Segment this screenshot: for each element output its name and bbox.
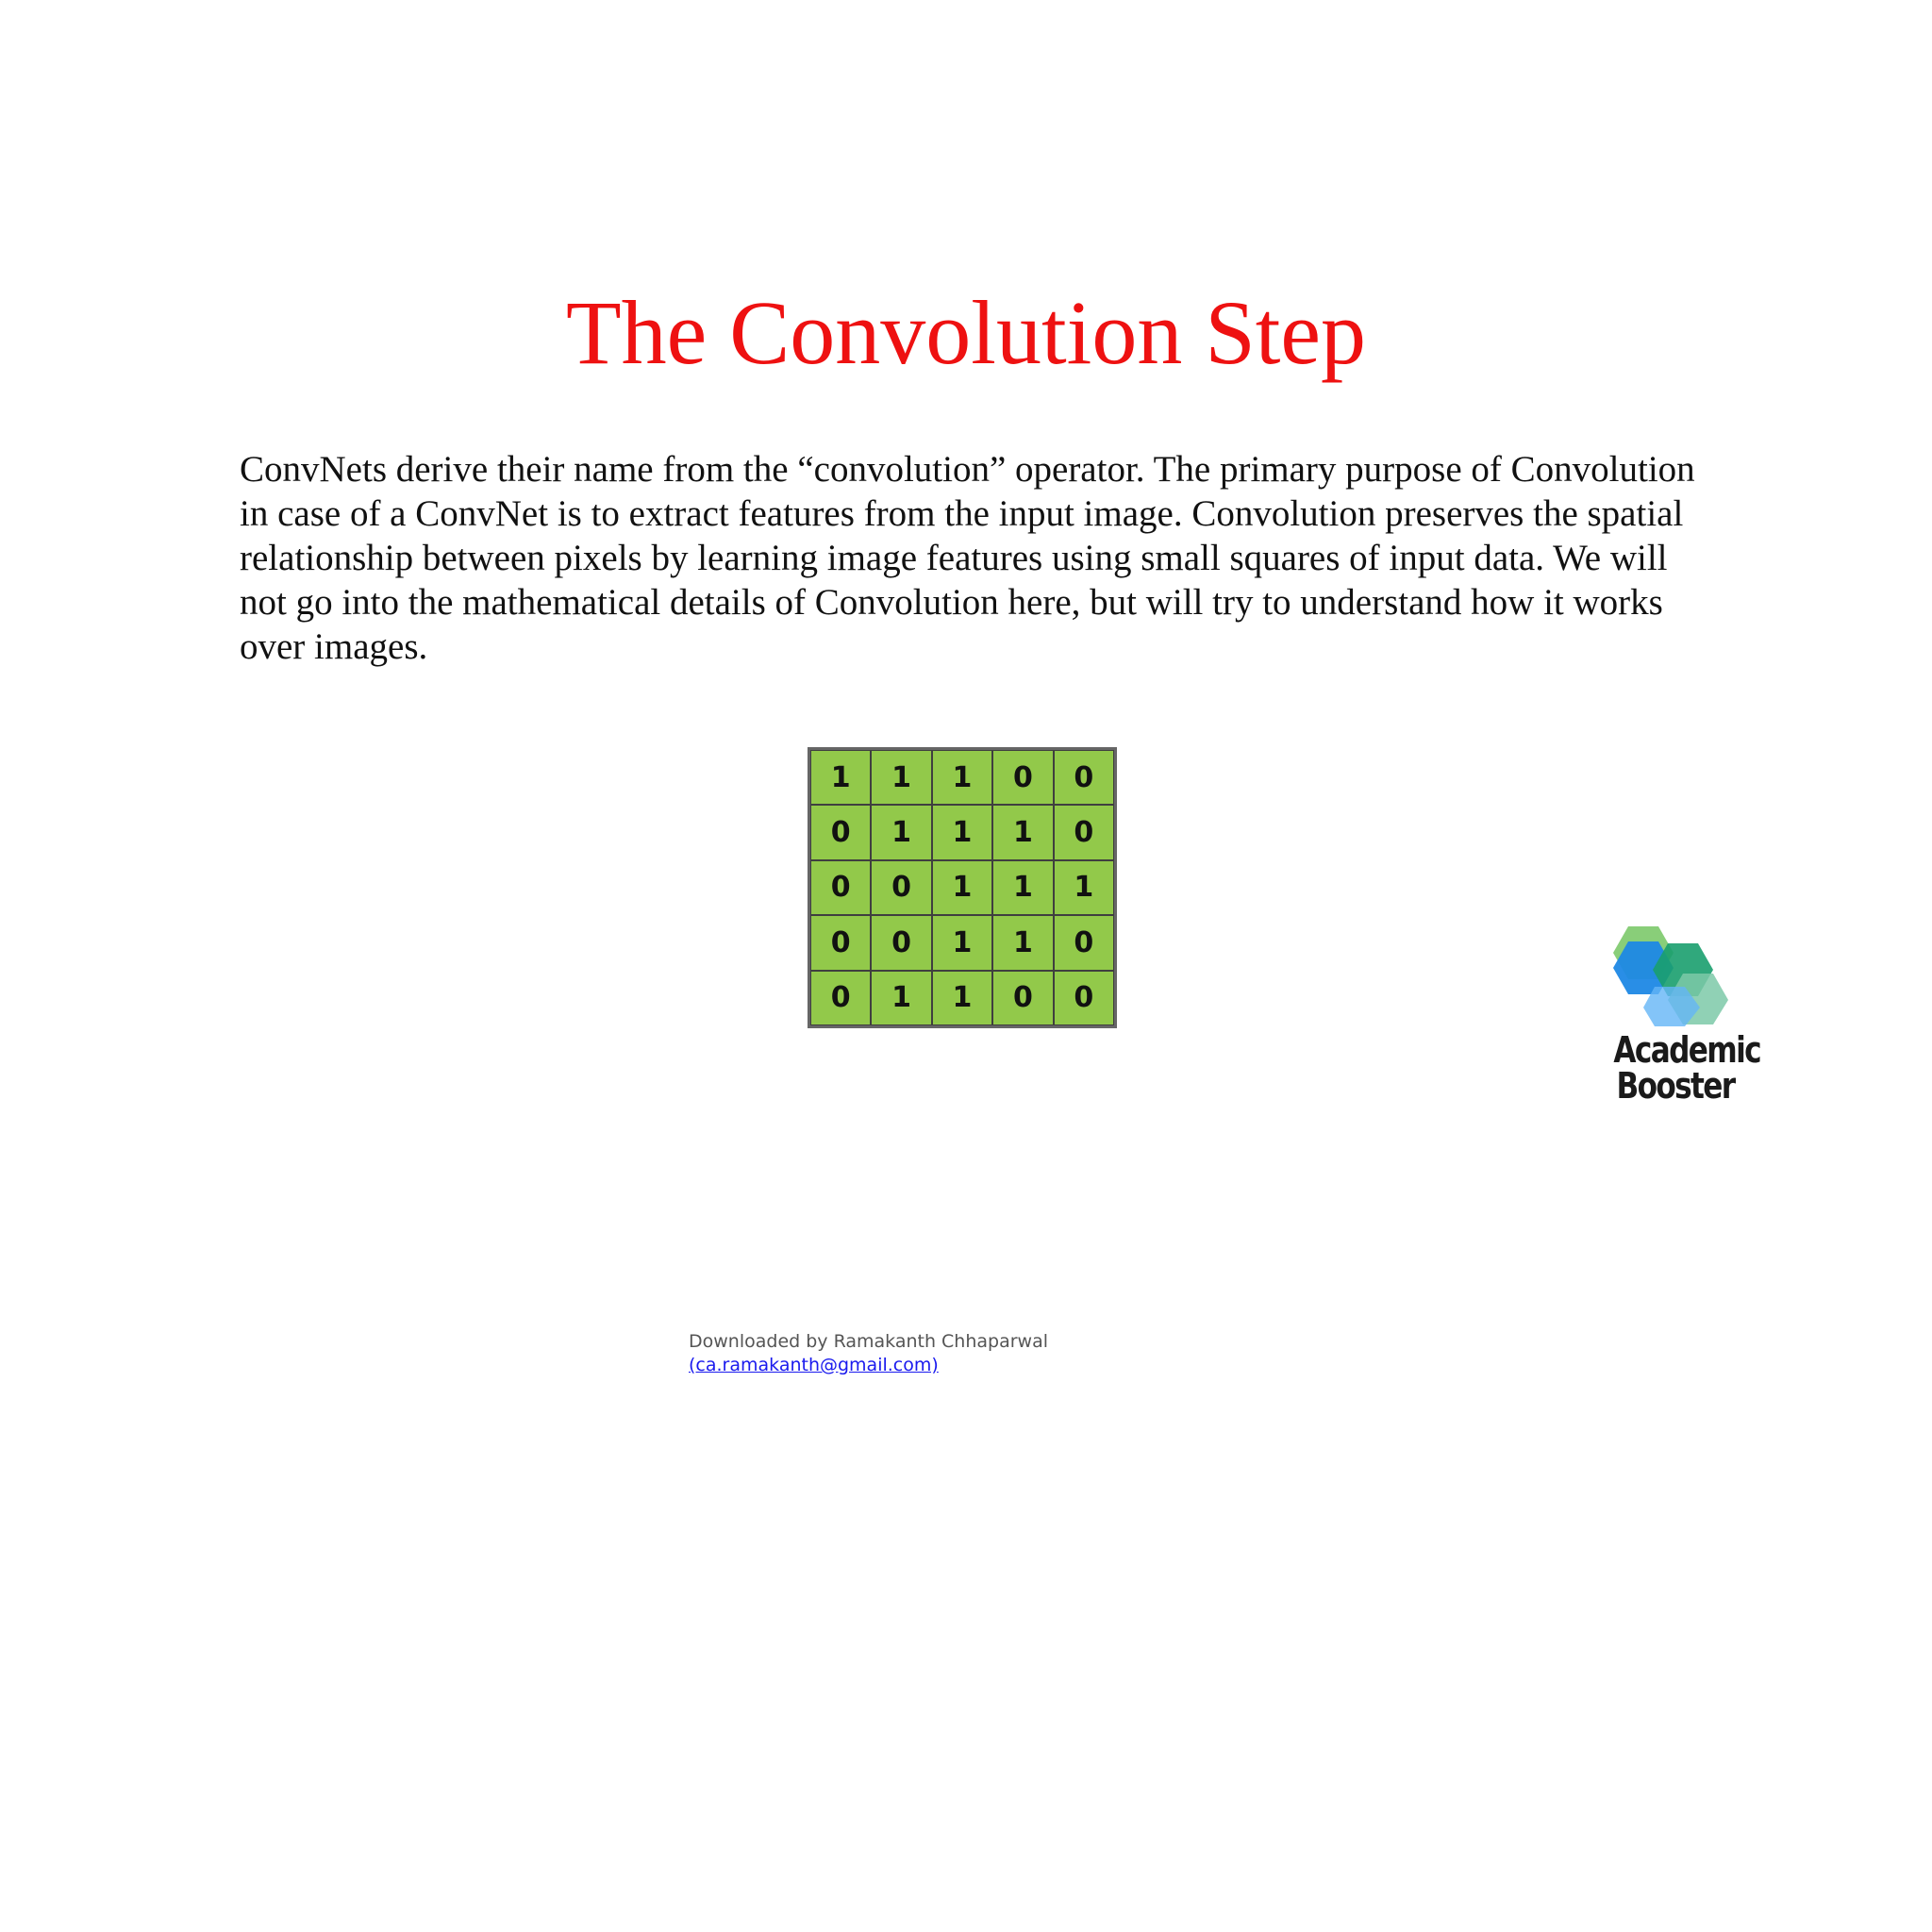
downloaded-by-text: Downloaded by Ramakanth Chhaparwal (689, 1331, 1049, 1352)
logo-text-line: Academic (1613, 1029, 1760, 1071)
matrix-cell: 1 (932, 805, 992, 859)
academic-booster-logo (1600, 926, 1760, 1115)
matrix-cell: 1 (992, 860, 1053, 915)
matrix-cell: 1 (871, 971, 931, 1025)
matrix-cell: 1 (1054, 860, 1114, 915)
matrix-cell: 0 (1054, 750, 1114, 805)
input-matrix (808, 747, 1117, 1028)
hexagon-logo-icon (1609, 926, 1741, 1026)
matrix-cell: 1 (932, 915, 992, 970)
body-paragraph: ConvNets derive their name from the “convolution” operator. The primary purpose of Convolution in case of a ConvNet is to extract features from the input image. Convolution preserves the spatial relationship between pixels by learning image features using small squares of input data. We will not go into the mathematical details of Convolution here, but will try to understand how it works over images. (240, 449, 1695, 667)
matrix-cell: 1 (932, 750, 992, 805)
matrix-cell: 0 (810, 915, 871, 970)
slide-title: The Convolution Step (566, 282, 1366, 383)
matrix-cell: 0 (871, 860, 931, 915)
matrix-cell: 1 (992, 915, 1053, 970)
matrix-cell: 0 (810, 805, 871, 859)
matrix-cell: 1 (932, 860, 992, 915)
matrix-cell: 1 (810, 750, 871, 805)
logo-wordmark (1613, 1029, 1760, 1107)
matrix-cell: 1 (932, 971, 992, 1025)
matrix-cell: 0 (1054, 805, 1114, 859)
matrix-cell: 0 (871, 915, 931, 970)
logo-text-line: Booster (1616, 1065, 1735, 1107)
matrix-cell: 0 (1054, 971, 1114, 1025)
email-link[interactable]: (ca.ramakanth@gmail.com) (689, 1355, 939, 1375)
matrix-cell: 1 (992, 805, 1053, 859)
download-watermark (689, 1330, 1048, 1377)
matrix-cell: 1 (871, 750, 931, 805)
matrix-cell: 0 (992, 750, 1053, 805)
matrix-cell: 0 (1054, 915, 1114, 970)
matrix-cell: 0 (810, 971, 871, 1025)
matrix-cell: 1 (871, 805, 931, 859)
matrix-cell: 0 (992, 971, 1053, 1025)
matrix-cell: 0 (810, 860, 871, 915)
